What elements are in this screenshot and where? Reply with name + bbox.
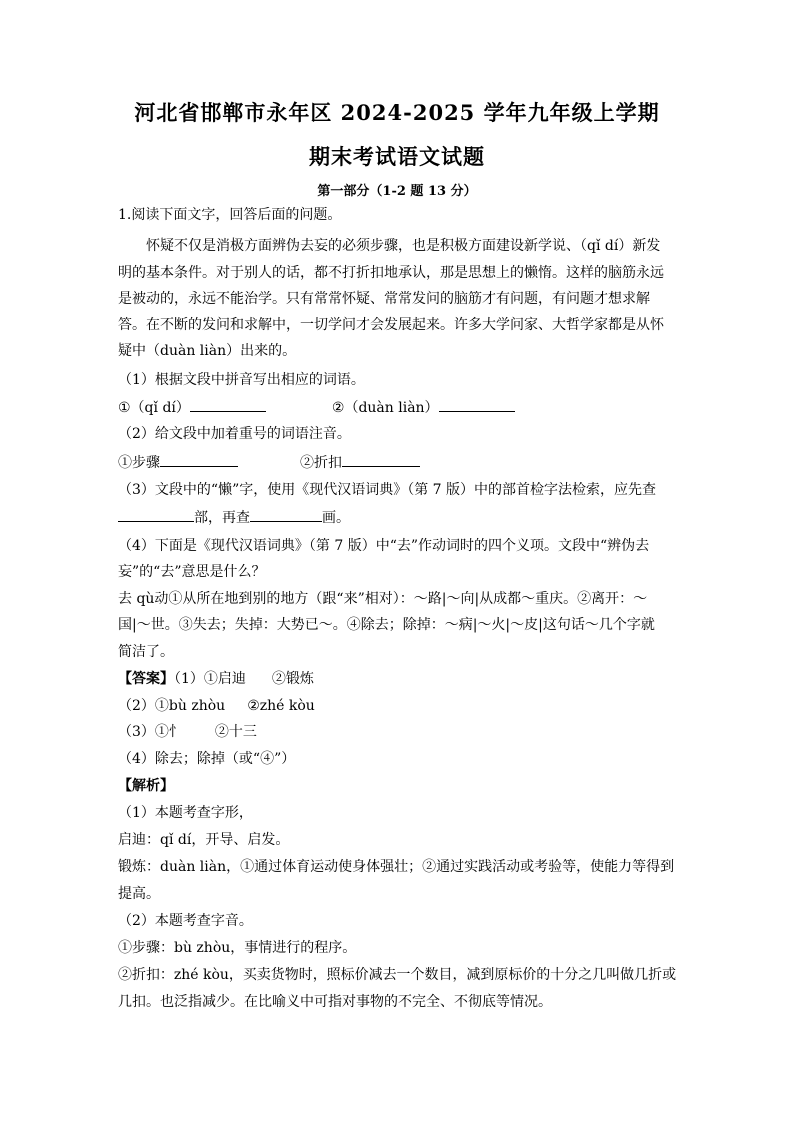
answer-1b: ②锻炼 — [271, 671, 314, 687]
section-heading: 第一部分（1-2 题 13 分） — [317, 184, 477, 199]
answer-3b: ②十三 — [214, 724, 257, 740]
analysis-line: 几扣。也泛指减少。在比喻义中可指对事物的不完全、不彻底等情况。 — [118, 994, 552, 1010]
subquestion-4-prompt-line2: 妄”的“去”意思是什么？ — [118, 564, 266, 580]
subquestion-3-radical-label: 部，再查 — [194, 510, 250, 526]
analysis-line: （1）本题考查字形， — [118, 805, 253, 821]
subquestion-3-stroke-label: 画。 — [322, 510, 350, 526]
analysis-line: ②折扣：zhé kòu，买卖货物时，照标价减去一个数目，减到原标价的十分之几叫做几折或 — [118, 967, 677, 983]
analysis-line: 锻炼：duàn liàn，①通过体育运动使身体强壮；②通过实践活动或考验等，使能力等得到 — [118, 859, 675, 875]
subquestion-2-prompt: （2）给文段中加着重号的词语注音。 — [118, 426, 351, 442]
answer-2a: （2）①bù zhòu — [118, 698, 226, 714]
answer-3a: （3）①忄 — [118, 724, 183, 740]
answer-row-3 — [118, 722, 257, 742]
subquestion-1-answer-row — [118, 397, 515, 418]
subquestion-1-prompt: （1）根据文段中拼音写出相应的词语。 — [118, 372, 365, 388]
passage-line: 怀疑不仅是消极方面辨伪去妄的必须步骤，也是积极方面建设新学说、（qǐ dí）新发 — [146, 238, 661, 254]
answer-blank[interactable] — [439, 397, 515, 412]
subquestion-3-prompt: （3）文段中的“懒”字，使用《现代汉语词典》（第 7 版）中的部首检字法检索，应先查 — [118, 482, 657, 498]
passage-line: 答。在不断的发问和求解中，一切学问才会发展起来。许多大学问家、大哲学家都是从怀 — [118, 317, 664, 333]
analysis-label: 【解析】 — [118, 778, 174, 794]
subquestion-2b-label: ②折扣 — [300, 455, 342, 471]
answer-blank[interactable] — [190, 397, 266, 412]
subquestion-2a-label: ①步骤 — [118, 455, 160, 471]
passage-line: 是被动的，永远不能治学。只有常常怀疑、常常发问的脑筋才有问题，有问题才想求解 — [118, 291, 650, 307]
document-title-line1: 河北省邯郸市永年区 2024-2025 学年九年级上学期 — [134, 100, 660, 125]
analysis-line: ①步骤：bù zhòu，事情进行的程序。 — [118, 940, 357, 956]
answer-blank[interactable] — [342, 452, 420, 467]
answer-2b: ②zhé kòu — [247, 698, 315, 714]
answer-blank[interactable] — [160, 452, 238, 467]
answer-blank[interactable] — [250, 507, 322, 522]
subquestion-3-answer-row — [118, 507, 350, 528]
question-stem: 1.阅读下面文字，回答后面的问题。 — [118, 207, 342, 223]
subquestion-2-answer-row — [118, 452, 420, 473]
passage-line: 疑中（duàn liàn）出来的。 — [118, 343, 297, 359]
dictionary-entry-line: 去 qù动①从所在地到别的地方（跟“来”相对）：～路|～向|从成都～重庆。②离开：～ — [118, 591, 648, 607]
answer-1a: （1）①启迪 — [174, 671, 246, 687]
answer-row-4: （4）除去；除掉（或“④”） — [118, 751, 296, 767]
subquestion-1a-label: ①（qǐ dí） — [118, 400, 190, 416]
passage-line: 明的基本条件。对于别人的话，都不打折扣地承认，那是思想上的懒惰。这样的脑筋永远 — [118, 265, 664, 281]
analysis-line: 提高。 — [118, 886, 160, 902]
analysis-line: （2）本题考查字音。 — [118, 913, 253, 929]
answer-label: 【答案】 — [118, 671, 174, 687]
subquestion-4-prompt-line1: （4）下面是《现代汉语词典》（第 7 版）中“去”作动词时的四个义项。文段中“辨伪去 — [118, 538, 650, 554]
document-title-line2: 期末考试语文试题 — [309, 144, 485, 169]
dictionary-entry-line: 简洁了。 — [118, 644, 174, 660]
answer-blank[interactable] — [118, 507, 194, 522]
answer-row-1 — [118, 669, 314, 689]
dictionary-entry-line: 国|～世。③失去；失掉：大势已～。④除去；除掉：～病|～火|～皮|这句话～几个字就 — [118, 617, 655, 633]
analysis-line: 启迪：qǐ dí，开导、启发。 — [118, 832, 290, 848]
subquestion-1b-label: ②（duàn liàn） — [331, 400, 439, 416]
answer-row-2 — [118, 696, 315, 716]
